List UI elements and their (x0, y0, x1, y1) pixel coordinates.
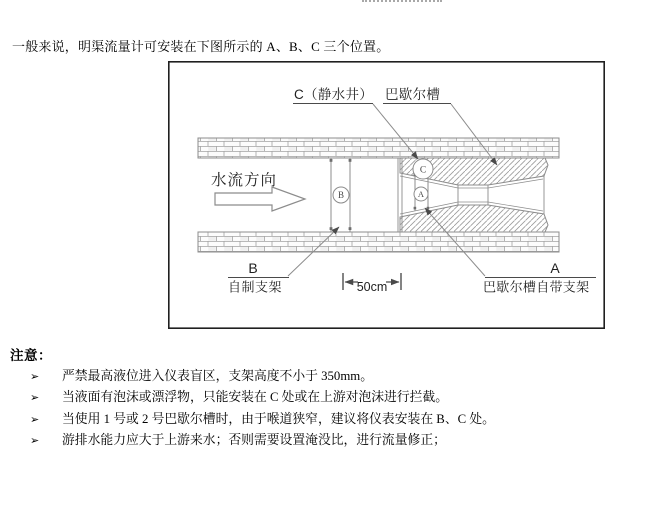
flume-plan-drawing (168, 61, 605, 329)
bullet-arrow-icon: ➢ (30, 370, 40, 383)
note-text: 严禁最高液位进入仪表盲区，支架高度不小于 350mm。 (62, 369, 374, 383)
point-c-letter: C (419, 165, 427, 176)
bullet-arrow-icon: ➢ (30, 413, 40, 426)
flow-direction-label: 水流方向 (211, 172, 278, 189)
lower-channel-wall (198, 232, 559, 252)
note-item-3 (30, 408, 495, 427)
intro-paragraph: 一般来说，明渠流量计可安装在下图所示的 A、B、C 三个位置。 (12, 39, 390, 54)
point-b-letter: B (337, 190, 345, 200)
upper-channel-wall (198, 138, 559, 158)
notes-title: 注意： (10, 348, 52, 363)
label-b-letter: B (248, 260, 258, 276)
bullet-arrow-icon: ➢ (30, 391, 40, 404)
label-a-caption: 巴歇尔槽自带支架 (483, 279, 590, 295)
dimension-label: 50cm (356, 280, 388, 294)
label-a-letter: A (550, 260, 560, 276)
cropped-heading-rule (362, 0, 442, 2)
note-text: 当使用 1 号或 2 号巴歇尔槽时，由于喉道狭窄，建议将仪表安装在 B、C 处。 (62, 412, 495, 426)
note-item-2 (30, 386, 448, 405)
label-b-caption: 自制支架 (228, 279, 283, 295)
stilling-well-label: C（静水井） (294, 87, 374, 102)
note-text: 当液面有泡沫或漂浮物，只能安装在 C 处或在上游对泡沫进行拦截。 (62, 390, 449, 404)
parshall-flume-label: 巴歇尔槽 (385, 87, 441, 102)
installation-diagram (168, 61, 605, 329)
note-item-1 (30, 365, 373, 384)
note-text: 游排水能力应大于上游来水；否则需要设置淹没比，进行流量修正； (62, 433, 446, 447)
note-item-4 (30, 429, 446, 448)
bullet-arrow-icon: ➢ (30, 434, 40, 447)
point-a-letter: A (417, 189, 425, 199)
